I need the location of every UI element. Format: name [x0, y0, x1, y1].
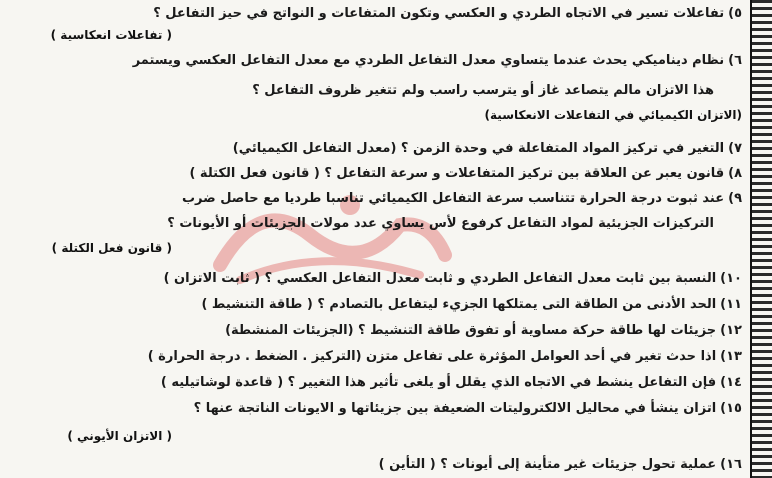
answer-15: ( الاتزان الأيوني ) — [67, 429, 172, 443]
answer-5: ( تفاعلات انعكاسية ) — [50, 28, 172, 42]
question-13: ١٣)اذا حدث تغير في أحد العوامل المؤثرة على تفاعل متزن (التركيز . الضغط . درجة الحرارة ) — [147, 349, 742, 364]
answer-6: (الاتزان الكيميائي في التفاعلات الانعكاسية) — [484, 108, 742, 122]
question-9: ٩)عند ثبوت درجة الحرارة تتناسب سرعة التفاعل الكيميائي تناسبا طرديا مع حاصل ضرب — [181, 191, 742, 206]
question-6-cont: هذا الاتزان مالم يتصاعد غاز أو يترسب راسب ولم تتغير ظروف التفاعل ؟ — [252, 83, 714, 98]
question-14: ١٤)فإن التفاعل ينشط في الاتجاه الذي يقلل أو يلغى تأثير هذا التغيير ؟ ( قاعدة لوشاتيليه ) — [160, 375, 742, 390]
answer-9: ( قانون فعل الكتلة ) — [51, 241, 172, 255]
question-9-cont: التركيزات الجزيئية لمواد التفاعل كرفوع لأس يساوي عدد مولات الجزيئات أو الأيونات ؟ — [167, 216, 714, 231]
page-border-strip — [750, 0, 772, 478]
question-15: ١٥)اتزان ينشأ في محاليل الالكتروليتات الضعيفة بين جزيئاتها و الايونات الناتجة عنها ؟ — [193, 401, 742, 416]
question-11: ١١)الحد الأدنى من الطاقة التى يمتلكها الجزيء ليتفاعل بالتصادم ؟ ( طاقة التنشيط ) — [201, 297, 742, 312]
question-5: ٥)تفاعلات تسير في الاتجاه الطردي و العكسي وتكون المتفاعات و النواتج في حيز التفاعل ؟ — [153, 6, 742, 21]
question-8: ٨)قانون يعبر عن العلاقة بين تركيز المتفاعلات و سرعة التفاعل ؟ ( قانون فعل الكتلة ) — [189, 166, 742, 181]
question-6: ٦)نظام ديناميكي يحدث عندما يتساوي معدل التفاعل الطردي مع معدل التفاعل العكسي ويستمر — [132, 53, 742, 68]
question-10: ١٠)النسبة بين ثابت معدل التفاعل الطردي و ثابت معدل التفاعل العكسي ؟ ( ثابت الاتزان ) — [163, 271, 742, 286]
question-12: ١٢)جزيئات لها طاقة حركة مساوية أو تفوق طاقة التنشيط ؟ (الجزيئات المنشطة) — [225, 323, 742, 338]
question-16: ١٦)عملية تحول جزيئات غير متأينة إلى أيونات ؟ ( التأين ) — [378, 457, 742, 472]
question-7: ٧)التغير في تركيز المواد المتفاعلة في وحدة الزمن ؟ (معدل التفاعل الكيميائي) — [232, 141, 742, 156]
